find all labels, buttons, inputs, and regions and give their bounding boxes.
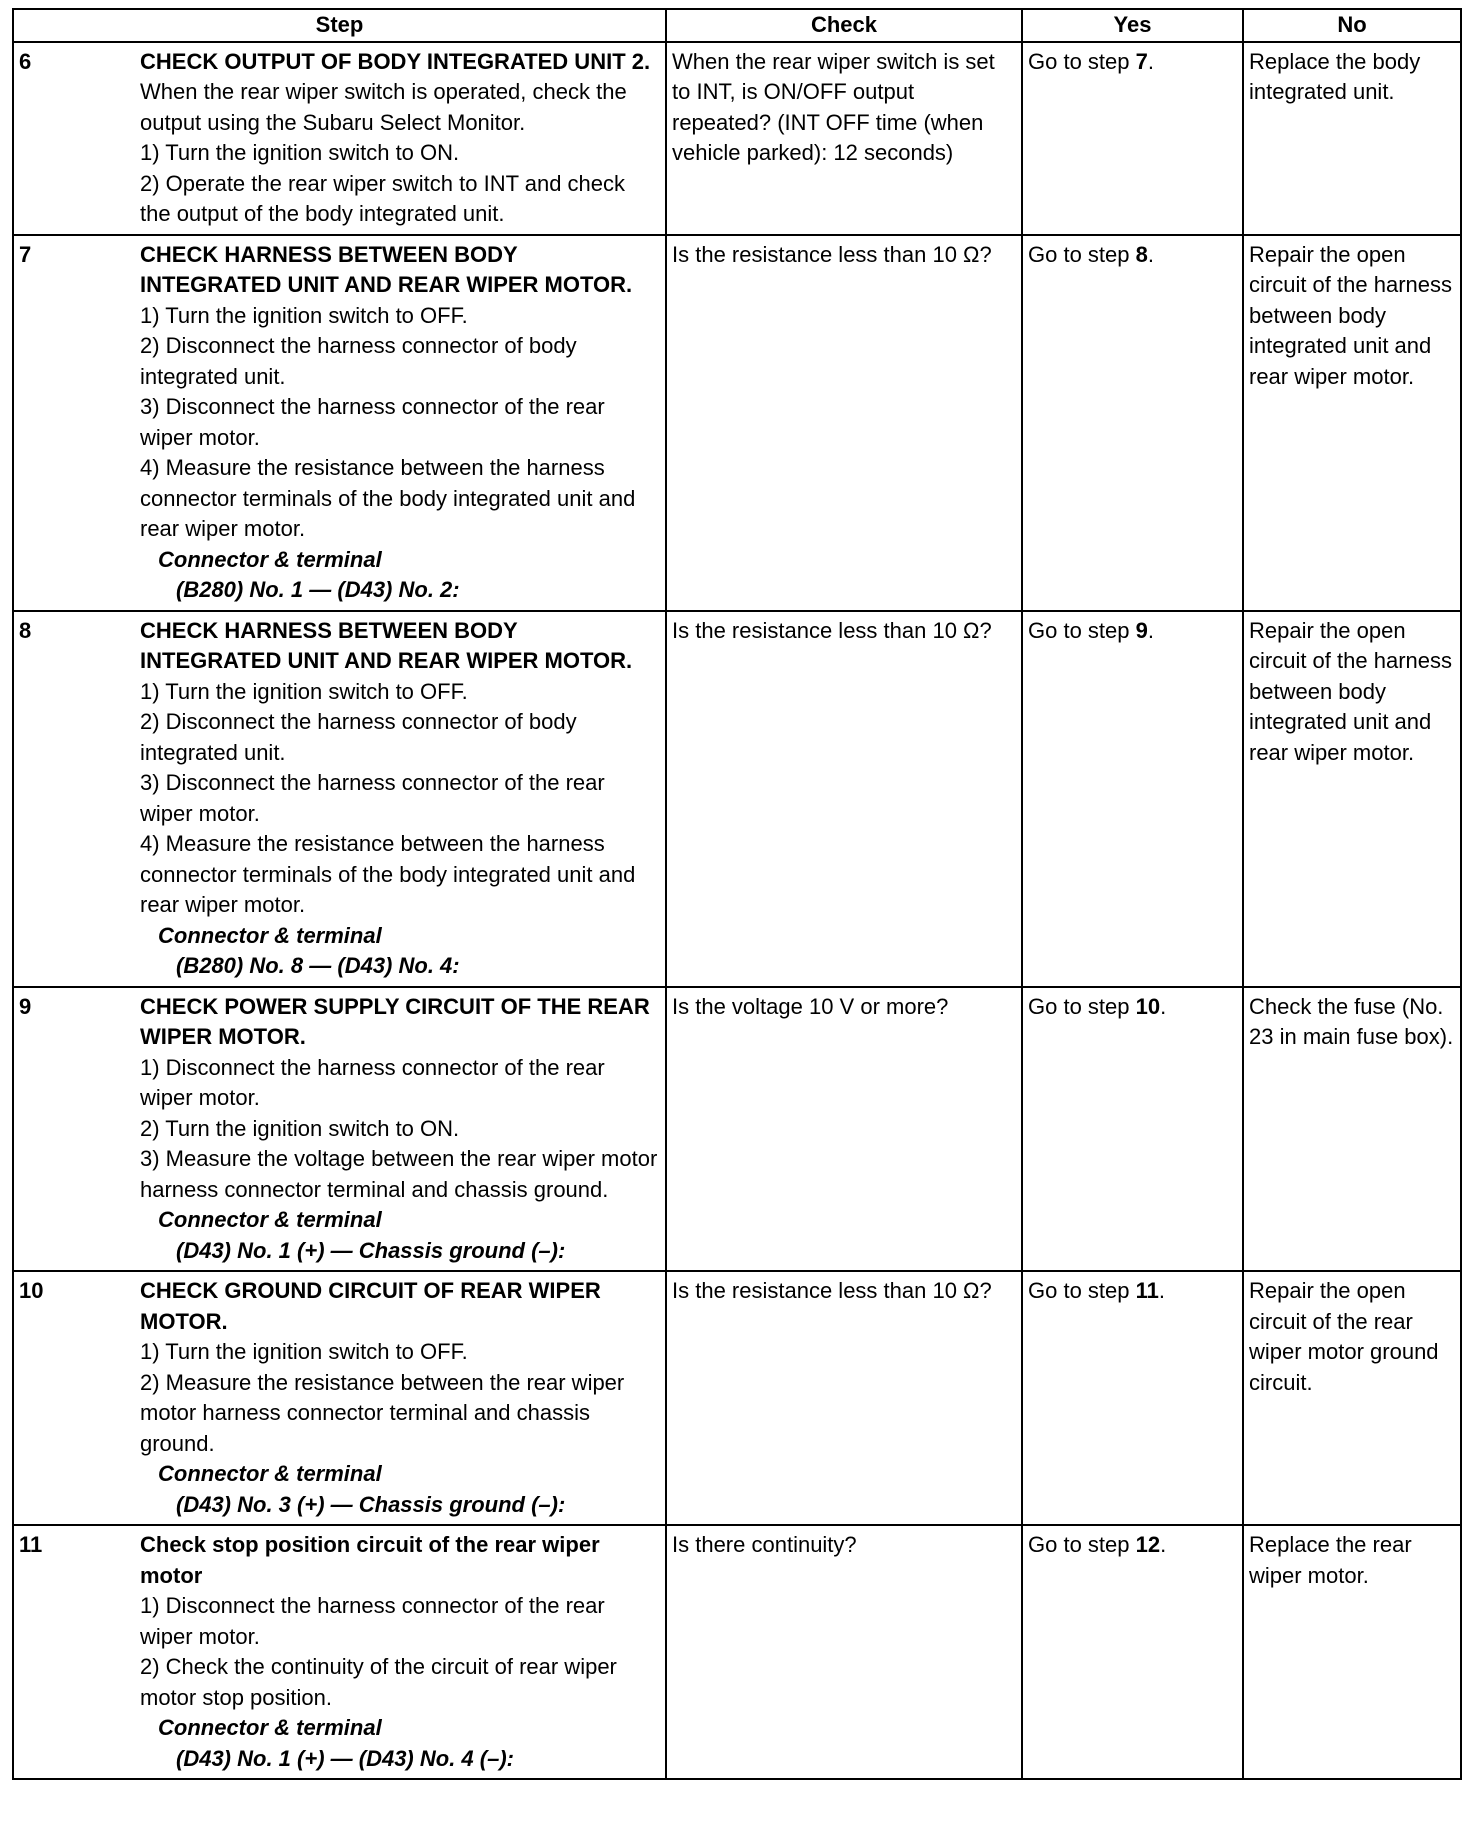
step-instruction: 2) Check the continuity of the circuit of rear wiper motor stop position.	[140, 1654, 617, 1710]
yes-prefix: Go to step	[1028, 48, 1136, 74]
yes-step-number: 11	[1135, 1278, 1159, 1303]
check-cell: Is the resistance less than 10 Ω?	[666, 611, 1022, 987]
connector-terminal-value: (D43) No. 1 (+) — Chassis ground (–):	[176, 1237, 566, 1263]
connector-terminal-label: Connector & terminal	[158, 546, 382, 572]
troubleshooting-table	[12, 8, 1462, 1780]
yes-step-number: 12	[1135, 1532, 1161, 1557]
connector-terminal-label: Connector & terminal	[158, 1715, 382, 1740]
yes-cell: Go to step 11.	[1022, 1271, 1243, 1525]
step-title: CHECK GROUND CIRCUIT OF REAR WIPER MOTOR.	[140, 1278, 601, 1334]
step-instruction: 3) Disconnect the harness connector of the rear wiper motor.	[140, 770, 605, 826]
yes-step-number: 9	[1135, 617, 1148, 643]
table-row	[13, 987, 1461, 1272]
header-step: Step	[13, 9, 666, 42]
step-instruction: 1) Disconnect the harness connector of the rear wiper motor.	[140, 1054, 605, 1110]
yes-step-number: 7	[1135, 48, 1148, 74]
step-instruction: 2) Disconnect the harness connector of body integrated unit.	[140, 709, 577, 765]
yes-cell: Go to step 9.	[1022, 611, 1243, 987]
step-title: CHECK HARNESS BETWEEN BODY INTEGRATED UNIT AND REAR WIPER MOTOR.	[140, 241, 633, 297]
step-cell	[135, 987, 666, 1272]
step-number: 6	[13, 42, 135, 235]
connector-terminal-value: (B280) No. 8 — (D43) No. 4:	[176, 953, 460, 978]
header-no: No	[1243, 9, 1461, 42]
no-cell: Repair the open circuit of the rear wiper motor ground circuit.	[1243, 1271, 1461, 1525]
step-number: 8	[13, 611, 135, 987]
header-yes: Yes	[1022, 9, 1243, 42]
step-number: 9	[13, 987, 135, 1272]
yes-cell: Go to step 7.	[1022, 42, 1243, 235]
step-instruction: 3) Disconnect the harness connector of the rear wiper motor.	[140, 394, 605, 450]
connector-terminal-label: Connector & terminal	[158, 1207, 382, 1232]
step-number: 10	[13, 1271, 135, 1525]
connector-terminal-value: (B280) No. 1 — (D43) No. 2:	[176, 577, 460, 602]
connector-terminal-value: (D43) No. 3 (+) — Chassis ground (–):	[176, 1491, 566, 1517]
check-cell: Is the resistance less than 10 Ω?	[666, 1271, 1022, 1525]
table-row	[13, 1271, 1461, 1525]
step-instruction: 2) Measure the resistance between the rear wiper motor harness connector terminal and chassis ground.	[140, 1369, 625, 1456]
no-cell: Replace the rear wiper motor.	[1243, 1525, 1461, 1779]
connector-terminal-value: (D43) No. 1 (+) — (D43) No. 4 (–):	[176, 1745, 514, 1771]
yes-prefix: Go to step	[1028, 617, 1136, 643]
step-instruction: 1) Disconnect the harness connector of the rear wiper motor.	[140, 1593, 605, 1649]
troubleshooting-table-container	[12, 8, 1472, 1780]
yes-step-number: 8	[1135, 241, 1148, 267]
step-instruction: 2) Disconnect the harness connector of body integrated unit.	[140, 333, 577, 389]
yes-step-number: 10	[1135, 993, 1161, 1019]
yes-cell: Go to step 10.	[1022, 987, 1243, 1272]
connector-terminal-label: Connector & terminal	[158, 922, 382, 948]
step-number: 11	[13, 1525, 135, 1779]
step-cell	[135, 235, 666, 611]
step-instruction: 4) Measure the resistance between the harness connector terminals of the body integrated unit and rear wiper motor.	[140, 831, 636, 917]
yes-prefix: Go to step	[1028, 241, 1136, 267]
step-instruction: 2) Operate the rear wiper switch to INT and check the output of the body integrated unit.	[140, 170, 626, 226]
step-instruction: 3) Measure the voltage between the rear wiper motor harness connector terminal and chassis ground.	[140, 1146, 658, 1202]
table-row	[13, 611, 1461, 987]
step-instruction: 1) Turn the ignition switch to OFF.	[140, 1339, 468, 1364]
no-cell: Check the fuse (No. 23 in main fuse box).	[1243, 987, 1461, 1272]
no-cell: Repair the open circuit of the harness between body integrated unit and rear wiper motor.	[1243, 235, 1461, 611]
step-title: CHECK OUTPUT OF BODY INTEGRATED UNIT 2.	[140, 48, 651, 74]
check-cell: Is the voltage 10 V or more?	[666, 987, 1022, 1272]
connector-terminal-label: Connector & terminal	[158, 1461, 382, 1486]
yes-cell: Go to step 12.	[1022, 1525, 1243, 1779]
step-instruction: 4) Measure the resistance between the harness connector terminals of the body integrated unit and rear wiper motor.	[140, 455, 636, 541]
step-instruction: 1) Turn the ignition switch to OFF.	[140, 678, 468, 704]
yes-prefix: Go to step	[1028, 993, 1136, 1019]
check-cell: When the rear wiper switch is set to INT, is ON/OFF output repeated? (INT OFF time (when vehicle parked): 12 seconds)	[666, 42, 1022, 235]
step-cell	[135, 611, 666, 987]
step-title: CHECK POWER SUPPLY CIRCUIT OF THE REAR WIPER MOTOR.	[140, 993, 650, 1049]
step-cell	[135, 1271, 666, 1525]
header-row	[13, 9, 1461, 42]
step-instruction: 2) Turn the ignition switch to ON.	[140, 1115, 460, 1141]
step-cell	[135, 42, 666, 235]
step-intro: When the rear wiper switch is operated, check the output using the Subaru Select Monitor.	[140, 79, 627, 135]
check-cell: Is there continuity?	[666, 1525, 1022, 1779]
check-cell: Is the resistance less than 10 Ω?	[666, 235, 1022, 611]
step-number: 7	[13, 235, 135, 611]
yes-prefix: Go to step	[1028, 1532, 1136, 1557]
table-row	[13, 235, 1461, 611]
no-cell: Replace the body integrated unit.	[1243, 42, 1461, 235]
table-row	[13, 1525, 1461, 1779]
step-title: Check stop position circuit of the rear wiper motor	[140, 1532, 600, 1588]
step-instruction: 1) Turn the ignition switch to OFF.	[140, 302, 468, 328]
yes-prefix: Go to step	[1028, 1278, 1136, 1303]
header-check: Check	[666, 9, 1022, 42]
step-cell	[135, 1525, 666, 1779]
step-title: CHECK HARNESS BETWEEN BODY INTEGRATED UNIT AND REAR WIPER MOTOR.	[140, 617, 633, 673]
no-cell: Repair the open circuit of the harness between body integrated unit and rear wiper motor.	[1243, 611, 1461, 987]
step-instruction: 1) Turn the ignition switch to ON.	[140, 140, 460, 165]
yes-cell: Go to step 8.	[1022, 235, 1243, 611]
table-row	[13, 42, 1461, 235]
